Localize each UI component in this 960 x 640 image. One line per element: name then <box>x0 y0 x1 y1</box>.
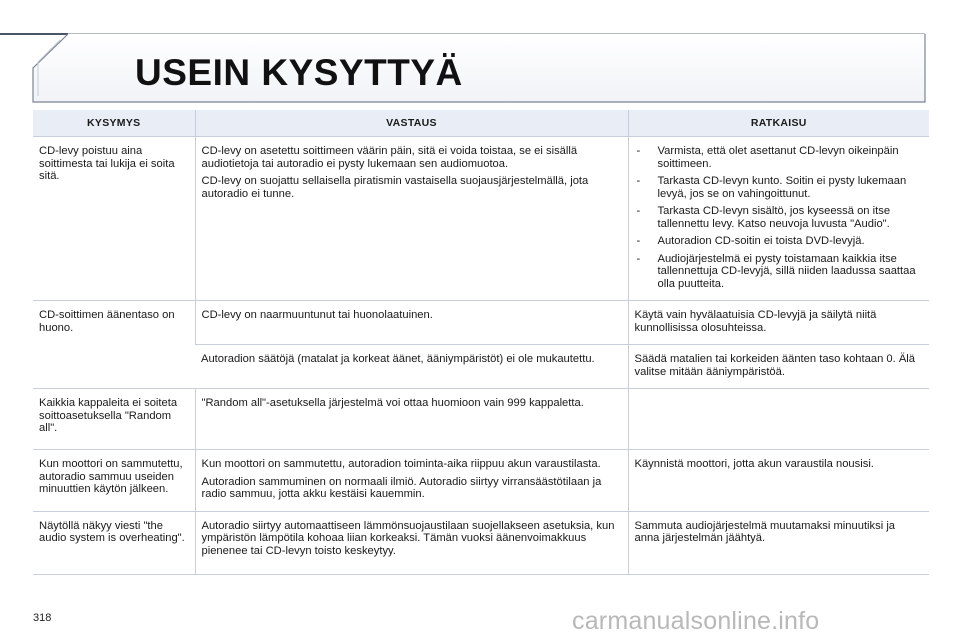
solution-cell: Säädä matalien tai korkeiden äänten taso kohtaan 0. Älä valitse mitään ääniympäristöä. <box>628 345 929 389</box>
question-cell: CD-levy poistuu aina soittimesta tai lukija ei soita sitä. <box>33 137 195 301</box>
table-row <box>33 450 929 512</box>
question-cell: CD-soittimen äänentaso on huono. <box>33 301 195 389</box>
watermark: carmanualsonline.info <box>572 607 820 635</box>
answer-cell <box>195 137 628 301</box>
answer-cell: Autoradio siirtyy automaattiseen lämmönsuojaustilaan suojellakseen asetuksia, kun ympäristön lämpötila kohoaa liian korkeaksi. Tämän vuoksi äänenvoimakkuus pienenee tai CD-levyn toisto keskeytyy. <box>195 511 628 574</box>
table-row <box>33 511 929 574</box>
solution-item: - Tarkasta CD-levyn sisältö, jos kyseessä on itse tallennettu levy. Katso neuvoja luvusta "Audio". <box>635 205 924 230</box>
solution-cell: Käynnistä moottori, jotta akun varaustila nousisi. <box>628 450 929 512</box>
faq-table <box>33 110 929 575</box>
solution-cell <box>628 137 929 301</box>
solution-cell: Sammuta audiojärjestelmä muutamaksi minuutiksi ja anna järjestelmän jäähtyä. <box>628 511 929 574</box>
solution-list <box>635 145 924 290</box>
solution-item: - Autoradion CD-soitin ei toista DVD-levyjä. <box>635 235 924 248</box>
solution-item: - Audiojärjestelmä ei pysty toistamaan kaikkia itse tallennettuja CD-levyjä, sillä niiden laadussa saattaa olla puutteita. <box>635 253 924 291</box>
solution-item: - Varmista, että olet asettanut CD-levyn oikeinpäin soittimeen. <box>635 145 924 170</box>
answer-paragraph: Kun moottori on sammutettu, autoradion toiminta-aika riippuu akun varaustilasta. <box>201 458 601 470</box>
table-header-row <box>33 110 929 137</box>
solution-cell <box>628 389 929 450</box>
column-header-answer: VASTAUS <box>195 110 628 137</box>
table-row <box>33 389 929 450</box>
question-cell: Kun moottori on sammutettu, autoradio sammuu useiden minuuttien käytön jälkeen. <box>33 450 195 512</box>
solution-cell: Käytä vain hyvälaatuisia CD-levyjä ja säilytä niitä kunnollisissa olosuhteissa. <box>628 301 929 345</box>
answer-paragraph: CD-levy on suojattu sellaisella piratismin vastaisella suojausjärjestelmällä, jota autoradio ei tunne. <box>201 175 589 200</box>
answer-cell <box>195 450 628 512</box>
column-header-solution: RATKAISU <box>628 110 929 137</box>
answer-paragraph: Autoradion sammuminen on normaali ilmiö. Autoradio siirtyy virransäästötilaan ja radio sammuu, jotta akku kestäisi kauemmin. <box>201 475 602 500</box>
column-header-question: KYSYMYS <box>33 110 195 137</box>
answer-paragraph: CD-levy on asetettu soittimeen väärin päin, sitä ei voida toistaa, se ei sisällä audiotietoja tai autoradio ei pysty lukemaan sen audiomuotoa. <box>201 145 578 170</box>
question-cell: Kaikkia kappaleita ei soiteta soittoasetuksella "Random all". <box>33 389 195 450</box>
table-row <box>33 137 929 301</box>
question-cell: Näytöllä näkyy viesti "the audio system is overheating". <box>33 511 195 574</box>
answer-cell: Autoradion säätöjä (matalat ja korkeat äänet, ääniympäristöt) ei ole mukautettu. <box>195 345 628 389</box>
answer-cell: CD-levy on naarmuuntunut tai huonolaatuinen. <box>195 301 628 345</box>
page-number: 318 <box>33 612 52 624</box>
solution-item: - Tarkasta CD-levyn kunto. Soitin ei pysty lukemaan levyä, jos se on vahingoittunut. <box>635 175 924 200</box>
answer-cell: "Random all"-asetuksella järjestelmä voi ottaa huomioon vain 999 kappaletta. <box>195 389 628 450</box>
table-row <box>33 301 929 345</box>
page-title: USEIN KYSYTTYÄ <box>135 52 463 93</box>
